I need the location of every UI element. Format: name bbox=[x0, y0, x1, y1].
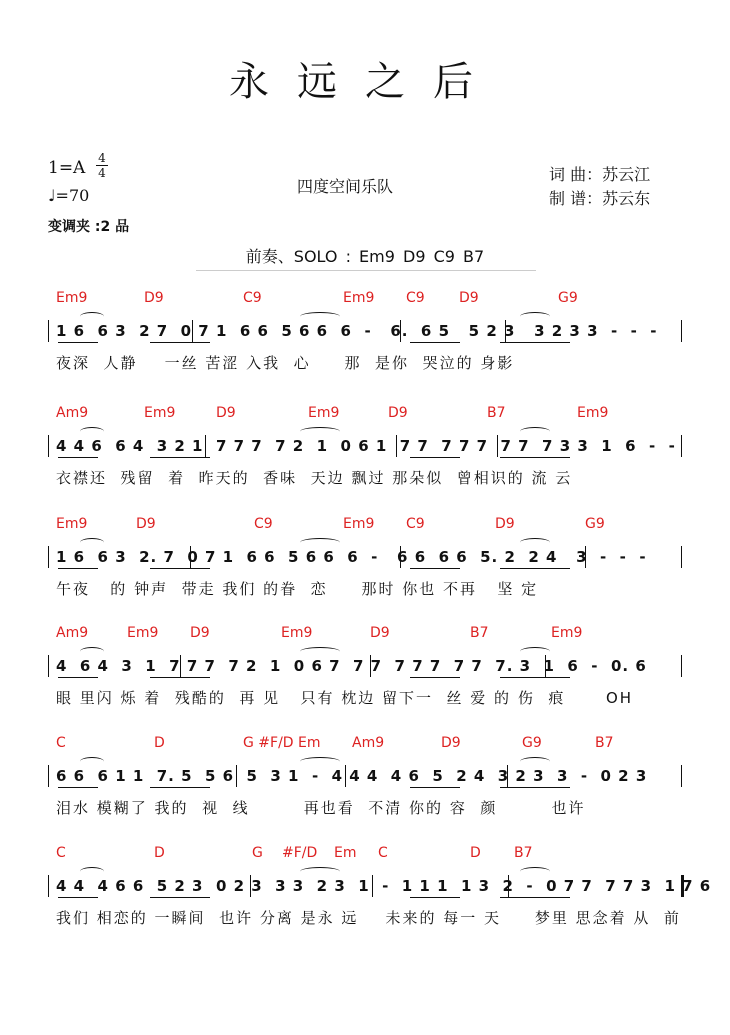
chord-label: B7 bbox=[487, 405, 506, 421]
credit-transcriber: 制 谱：苏云东 bbox=[549, 189, 651, 208]
notation-line: 1 6 6 3 2 7 0 7 1 6 6 5 6 6 6 - 6. 6 5 5 2 3 3 2 3 3 - - - bbox=[56, 322, 658, 340]
beam-underline bbox=[58, 342, 98, 343]
beam-underline bbox=[410, 897, 460, 898]
beam-underline bbox=[500, 787, 570, 788]
lyrics-line: 我们 相恋的 一瞬间 也许 分离 是永 远 未来的 每一 天 梦里 思念着 从 前 bbox=[56, 909, 681, 927]
chord-label: D bbox=[470, 845, 481, 861]
beam-underline bbox=[150, 787, 210, 788]
slur-mark bbox=[520, 538, 550, 547]
time-signature-top: 4 bbox=[98, 151, 106, 165]
slur-mark bbox=[80, 867, 104, 876]
chord-label: D bbox=[154, 735, 165, 751]
beam-underline bbox=[58, 457, 98, 458]
chord-label: C9 bbox=[254, 516, 273, 532]
beam-underline bbox=[500, 677, 570, 678]
time-signature bbox=[96, 152, 108, 179]
chord-label: B7 bbox=[595, 735, 614, 751]
chord-label: C bbox=[56, 845, 66, 861]
intro-divider bbox=[196, 270, 536, 271]
chord-label: Am9 bbox=[352, 735, 385, 751]
notation-line: 4 4 6 6 4 3 2 1 7 7 7 7 2 1 0 6 1 7 7 7 7 7 7 7 7 3 3 1 6 - - bbox=[56, 437, 676, 455]
beam-underline bbox=[58, 568, 98, 569]
chord-label: G9 bbox=[522, 735, 542, 751]
notation-line: 6 6 6 1 1 7. 5 5 6 5 3 1 - 4 4 4 4 6 5 2 4 3 2 3 3 - 0 2 3 bbox=[56, 767, 648, 785]
slur-mark bbox=[520, 647, 550, 656]
beam-underline bbox=[500, 457, 570, 458]
slur-mark bbox=[300, 427, 340, 436]
chord-label: D9 bbox=[388, 405, 408, 421]
chord-label: B7 bbox=[470, 625, 489, 641]
chord-label: G9 bbox=[585, 516, 605, 532]
chord-label: Em9 bbox=[144, 405, 176, 421]
chord-label: Em9 bbox=[577, 405, 609, 421]
chord-label: G #F/D Em bbox=[243, 735, 321, 751]
beam-underline bbox=[410, 677, 460, 678]
chord-label: Em9 bbox=[127, 625, 159, 641]
beam-underline bbox=[150, 342, 210, 343]
chord-label: D9 bbox=[216, 405, 236, 421]
chord-label: D9 bbox=[136, 516, 156, 532]
chord-label: D9 bbox=[441, 735, 461, 751]
score-system bbox=[0, 735, 730, 845]
lyrics-line: 夜深 人静 一丝 苦涩 入我 心 那 是你 哭泣的 身影 bbox=[56, 354, 515, 372]
slur-mark bbox=[300, 867, 340, 876]
beam-underline bbox=[500, 568, 570, 569]
chord-label: C9 bbox=[406, 516, 425, 532]
chord-label: D9 bbox=[459, 290, 479, 306]
score-system bbox=[0, 625, 730, 735]
intro-chords: 前奏、SOLO : Em9 D9 C9 B7 bbox=[245, 247, 485, 266]
notation-line: 1 6 6 3 2. 7 0 7 1 6 6 5 6 6 6 - 6 6 6 6 5. 2 2 4 3 - - - bbox=[56, 548, 647, 566]
beam-underline bbox=[410, 787, 460, 788]
chord-label: Em9 bbox=[281, 625, 313, 641]
chord-label: C9 bbox=[406, 290, 425, 306]
chord-label: #F/D bbox=[282, 845, 318, 861]
score-system bbox=[0, 845, 730, 955]
beam-underline bbox=[150, 897, 210, 898]
chord-label: Em9 bbox=[308, 405, 340, 421]
beam-underline bbox=[500, 342, 570, 343]
slur-mark bbox=[80, 757, 104, 766]
slur-mark bbox=[300, 757, 340, 766]
tempo: ♩=70 bbox=[48, 186, 90, 205]
beam-underline bbox=[58, 787, 98, 788]
chord-label: C9 bbox=[243, 290, 262, 306]
slur-mark bbox=[80, 427, 104, 436]
slur-mark bbox=[520, 427, 550, 436]
chord-label: Em9 bbox=[56, 516, 88, 532]
beam-underline bbox=[150, 457, 210, 458]
slur-mark bbox=[80, 312, 104, 321]
lyrics-line: 午夜 的 钟声 带走 我们 的眷 恋 那时 你也 不再 坚 定 bbox=[56, 580, 539, 598]
beam-underline bbox=[410, 568, 460, 569]
chord-label: D bbox=[154, 845, 165, 861]
beam-underline bbox=[500, 897, 570, 898]
chord-label: D9 bbox=[144, 290, 164, 306]
score-system bbox=[0, 405, 730, 515]
lyrics-line: 泪水 模糊了 我的 视 线 再也看 不清 你的 容 颜 也许 bbox=[56, 799, 586, 817]
slur-mark bbox=[300, 538, 340, 547]
beam-underline bbox=[58, 677, 98, 678]
key-signature: 1=A bbox=[48, 158, 86, 178]
slur-mark bbox=[520, 867, 550, 876]
chord-label: Am9 bbox=[56, 625, 89, 641]
time-signature-bottom: 4 bbox=[98, 166, 106, 180]
lyrics-line: 眼 里闪 烁 着 残酷的 再 见 只有 枕边 留下一 丝 爱 的 伤 痕 OH bbox=[56, 689, 634, 707]
band-name: 四度空间乐队 bbox=[297, 177, 394, 196]
chord-label: Em9 bbox=[551, 625, 583, 641]
beam-underline bbox=[410, 342, 460, 343]
beam-underline bbox=[150, 568, 210, 569]
chord-label: G9 bbox=[558, 290, 578, 306]
beam-underline bbox=[150, 677, 210, 678]
lyrics-line: 衣襟还 残留 着 昨天的 香味 天边 飘过 那朵似 曾相识的 流 云 bbox=[56, 469, 573, 487]
slur-mark bbox=[80, 647, 104, 656]
chord-label: Am9 bbox=[56, 405, 89, 421]
chord-label: Em9 bbox=[343, 290, 375, 306]
capo-note: 变调夹 :2 品 bbox=[48, 219, 130, 235]
chord-label: B7 bbox=[514, 845, 533, 861]
chord-label: Em bbox=[334, 845, 357, 861]
credit-lyrics-music: 词 曲：苏云江 bbox=[549, 165, 651, 184]
slur-mark bbox=[520, 312, 550, 321]
chord-label: G bbox=[252, 845, 263, 861]
notation-line: 4 6 4 3 1 7 7 7 7 2 1 0 6 7 7 7 7 7 7 7 7 7. 3 1 6 - 0. 6 bbox=[56, 657, 647, 675]
slur-mark bbox=[300, 647, 340, 656]
notation-line: 4 4 4 6 6 5 2 3 0 2 3 3 3 2 3 1 - 1 1 1 1 3 2 - 0 7 7 7 7 3 1 7 6 bbox=[56, 877, 712, 895]
chord-label: C bbox=[56, 735, 66, 751]
song-title: 永远之后 bbox=[229, 59, 501, 105]
score-system bbox=[0, 290, 730, 400]
beam-underline bbox=[58, 897, 98, 898]
chord-label: Em9 bbox=[56, 290, 88, 306]
slur-mark bbox=[80, 538, 104, 547]
beam-underline bbox=[410, 457, 460, 458]
chord-label: D9 bbox=[495, 516, 515, 532]
slur-mark bbox=[520, 757, 550, 766]
score-system bbox=[0, 516, 730, 626]
chord-label: D9 bbox=[190, 625, 210, 641]
slur-mark bbox=[300, 312, 340, 321]
chord-label: C bbox=[378, 845, 388, 861]
chord-label: Em9 bbox=[343, 516, 375, 532]
chord-label: D9 bbox=[370, 625, 390, 641]
